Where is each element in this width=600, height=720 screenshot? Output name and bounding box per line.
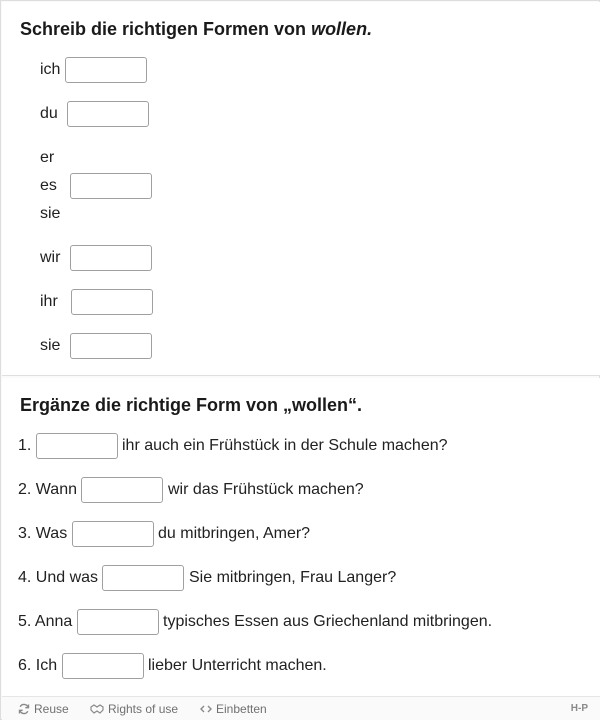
item-4-input[interactable] (102, 565, 184, 591)
pronoun-sie-plural-label: sie (40, 337, 61, 354)
item-3-prefix: 3. Was (18, 525, 68, 542)
answer-er-es-sie-input[interactable] (70, 173, 152, 199)
pronoun-ihr-label: ihr (40, 293, 58, 310)
answer-wir-input[interactable] (70, 245, 152, 271)
item-2-prefix: 2. Wann (18, 481, 77, 498)
answer-ihr-input[interactable] (71, 289, 153, 315)
pronoun-ich-label: ich (40, 61, 61, 78)
rights-of-use-label: Rights of use (108, 702, 179, 716)
reuse-label: Reuse (34, 702, 69, 716)
task1-heading: Schreib die richtigen Formen von wollen. (20, 19, 373, 39)
item-3-suffix: du mitbringen, Amer? (158, 525, 311, 542)
item-6-prefix: 6. Ich (18, 657, 58, 674)
item-6-input[interactable] (62, 653, 144, 679)
h5p-logo[interactable]: H-P (570, 703, 588, 714)
item-5-suffix: typisches Essen aus Griechenland mitbringen. (163, 613, 493, 630)
task-conjugation-section (2, 2, 600, 376)
item-6-suffix: lieber Unterricht machen. (148, 657, 327, 674)
pronoun-es-label: es (40, 177, 57, 194)
item-3-input[interactable] (72, 521, 154, 547)
handshake-icon (90, 703, 104, 715)
refresh-icon (18, 703, 30, 715)
h5p-actions-bar (2, 696, 600, 720)
item-5-input[interactable] (77, 609, 159, 635)
answer-sie-plural-input[interactable] (70, 333, 152, 359)
item-1-input[interactable] (36, 433, 118, 459)
code-icon (200, 703, 212, 715)
embed-button[interactable] (200, 702, 267, 716)
pronoun-du-label: du (40, 105, 58, 122)
item-1-prefix: 1. (18, 437, 32, 454)
pronoun-er-label: er (40, 149, 55, 166)
item-2-suffix: wir das Frühstück machen? (168, 481, 364, 498)
item-5-prefix: 5. Anna (18, 613, 73, 630)
task2-heading: Ergänze die richtige Form von „wollen“. (20, 395, 363, 415)
answer-ich-input[interactable] (65, 57, 147, 83)
embed-label: Einbetten (216, 702, 267, 716)
item-4-prefix: 4. Und was (18, 569, 99, 586)
task-fill-in-section (2, 378, 600, 696)
task1-heading-emphasis: wollen. (311, 19, 373, 39)
item-4-suffix: Sie mitbringen, Frau Langer? (189, 569, 397, 586)
reuse-button[interactable] (18, 702, 69, 716)
pronoun-sie-singular-label: sie (40, 205, 61, 222)
item-1-suffix: ihr auch ein Frühstück in der Schule machen? (122, 437, 448, 454)
rights-of-use-button[interactable] (90, 702, 178, 716)
item-2-input[interactable] (81, 477, 163, 503)
answer-du-input[interactable] (67, 101, 149, 127)
pronoun-wir-label: wir (40, 249, 61, 266)
